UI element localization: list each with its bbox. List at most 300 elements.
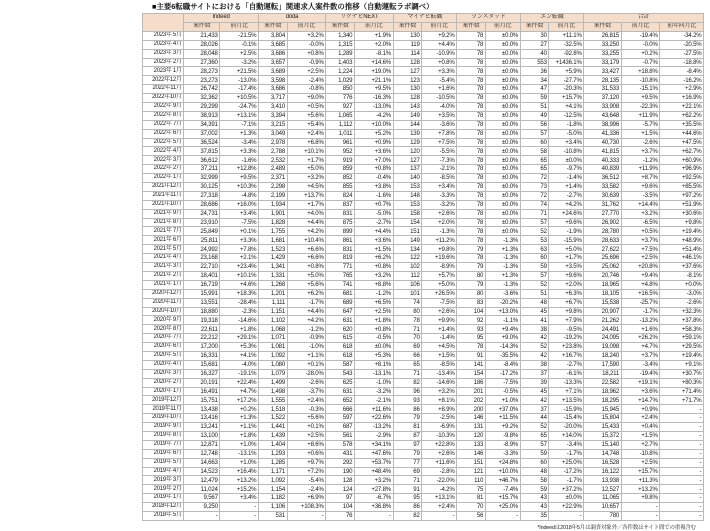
- table-row: [143, 396, 704, 405]
- table-cell: ±0.0%: [485, 58, 520, 67]
- table-cell: +10.1%: [287, 147, 326, 156]
- table-cell: +0.5%: [621, 227, 660, 236]
- table-cell: -16.2%: [660, 76, 704, 85]
- table-cell: 70: [393, 334, 422, 343]
- table-cell: +15.7%: [549, 94, 584, 103]
- table-cell: -: [660, 467, 704, 476]
- table-row: [143, 218, 704, 227]
- table-cell: 80: [457, 289, 486, 298]
- table-cell: 3,394: [258, 111, 287, 120]
- table-cell: +34.1%: [354, 440, 393, 449]
- table-cell: -: [287, 511, 326, 520]
- table-cell: +36.8%: [354, 503, 393, 512]
- table-cell: 16,331: [184, 351, 220, 360]
- table-row: [143, 405, 704, 414]
- table-cell: +2.5%: [354, 307, 393, 316]
- table-cell: 137: [393, 165, 422, 174]
- table-cell: 52: [520, 280, 549, 289]
- table-cell: 36: [520, 67, 549, 76]
- table-cell: 1,403: [326, 58, 355, 67]
- table-cell: +0.8%: [422, 58, 457, 67]
- table-cell: -17.2%: [549, 467, 584, 476]
- table-cell: +108.3%: [287, 503, 326, 512]
- table-cell: -: [660, 440, 704, 449]
- table-cell: 615: [326, 334, 355, 343]
- cell-month: 2020年11月: [143, 298, 184, 307]
- table-row: [143, 307, 704, 316]
- table-cell: -4.8%: [220, 191, 259, 200]
- table-cell: 97: [393, 440, 422, 449]
- table-cell: 28,686: [184, 200, 220, 209]
- table-cell: 36,512: [584, 174, 621, 183]
- table-cell: 201: [457, 387, 486, 396]
- table-cell: +1.1%: [287, 351, 326, 360]
- table-cell: 16,122: [584, 467, 621, 476]
- table-cell: 31,533: [584, 85, 621, 94]
- table-cell: 69: [393, 467, 422, 476]
- table-cell: 75: [457, 485, 486, 494]
- table-cell: -21.5%: [220, 31, 259, 40]
- table-cell: 65: [520, 431, 549, 440]
- table-cell: 33,250: [584, 40, 621, 49]
- table-cell: +9.2%: [422, 31, 457, 40]
- table-cell: 28,633: [584, 236, 621, 245]
- table-cell: +0.1%: [287, 423, 326, 432]
- table-cell: 1,011: [326, 129, 355, 138]
- table-cell: +0.2%: [220, 405, 259, 414]
- cell-month: 2019年 7月: [143, 440, 184, 449]
- table-cell: +7.9%: [549, 316, 584, 325]
- table-cell: 899: [326, 227, 355, 236]
- table-cell: 37,002: [184, 129, 220, 138]
- cell-month: 2020年 3月: [143, 369, 184, 378]
- table-cell: 28,780: [584, 227, 621, 236]
- table-cell: 3,657: [258, 58, 287, 67]
- cell-month: 2023年 2月: [143, 58, 184, 67]
- table-cell: 60: [520, 458, 549, 467]
- table-cell: -1.2%: [354, 289, 393, 298]
- table-cell: 97: [326, 494, 355, 503]
- cell-month: 2021年11月: [143, 191, 184, 200]
- table-cell: 18,295: [584, 396, 621, 405]
- table-cell: 127: [393, 156, 422, 165]
- table-cell: -2.6%: [287, 378, 326, 387]
- table-cell: 82: [393, 378, 422, 387]
- table-cell: +5.0%: [287, 165, 326, 174]
- table-row: [143, 467, 704, 476]
- table-cell: 72: [520, 174, 549, 183]
- table-cell: +44.6%: [660, 129, 704, 138]
- header-total-yoy: 前年同月比: [660, 23, 704, 32]
- table-cell: 36,612: [184, 156, 220, 165]
- table-cell: +5.6%: [287, 111, 326, 120]
- table-cell: 153: [393, 200, 422, 209]
- header-group-indeed: Indeed: [184, 14, 259, 23]
- table-cell: ±0.0%: [485, 76, 520, 85]
- table-cell: 12,527: [584, 485, 621, 494]
- table-row: [143, 449, 704, 458]
- table-cell: +8.8%: [354, 280, 393, 289]
- table-cell: +8.7%: [621, 174, 660, 183]
- table-cell: 83: [457, 298, 486, 307]
- table-cell: -2.1%: [422, 165, 457, 174]
- table-cell: -22.3%: [621, 103, 660, 112]
- header-mynavi-mom: 前月比: [422, 23, 457, 32]
- table-cell: -19.1%: [220, 369, 259, 378]
- table-cell: 9,567: [184, 494, 220, 503]
- table-cell: 78: [457, 156, 486, 165]
- table-cell: 18,240: [584, 351, 621, 360]
- table-cell: ±0.0%: [485, 227, 520, 236]
- table-cell: +9.8%: [660, 218, 704, 227]
- table-cell: +2.4%: [621, 414, 660, 423]
- table-cell: 17,590: [584, 360, 621, 369]
- table-row: [143, 387, 704, 396]
- table-cell: 1,315: [326, 40, 355, 49]
- table-cell: +0.7%: [354, 200, 393, 209]
- table-cell: +2.5%: [621, 254, 660, 263]
- table-row: [143, 209, 704, 218]
- table-cell: +16.0%: [220, 200, 259, 209]
- table-cell: +1.3%: [485, 271, 520, 280]
- table-cell: -2.3%: [220, 307, 259, 316]
- table-cell: 37: [520, 369, 549, 378]
- table-cell: +0.9%: [354, 138, 393, 147]
- table-cell: +1.8%: [354, 316, 393, 325]
- table-cell: 1,106: [258, 503, 287, 512]
- table-cell: +2.5%: [287, 67, 326, 76]
- table-cell: ±0.0%: [485, 200, 520, 209]
- table-cell: +0.8%: [354, 263, 393, 272]
- table-cell: 1,499: [258, 378, 287, 387]
- table-cell: 687: [326, 423, 355, 432]
- table-cell: 1,182: [258, 494, 287, 503]
- table-cell: 431: [326, 449, 355, 458]
- table-cell: 31,762: [584, 200, 621, 209]
- table-cell: 618: [326, 351, 355, 360]
- table-cell: +27.8%: [354, 485, 393, 494]
- table-cell: 81: [393, 423, 422, 432]
- table-cell: +16.5%: [621, 289, 660, 298]
- table-cell: 18,105: [584, 289, 621, 298]
- table-cell: +47.6%: [354, 449, 393, 458]
- table-cell: ±0.0%: [485, 183, 520, 192]
- table-cell: 1,522: [258, 414, 287, 423]
- table-cell: 15,538: [584, 298, 621, 307]
- table-cell: 77: [393, 458, 422, 467]
- header-group-randstad: ランスタッド: [457, 14, 521, 23]
- table-cell: 78: [457, 76, 486, 85]
- cell-month: 2022年 9月: [143, 103, 184, 112]
- table-cell: -8.5%: [422, 174, 457, 183]
- table-cell: +92.5%: [660, 174, 704, 183]
- cell-month: 2022年 3月: [143, 156, 184, 165]
- table-cell: 24,992: [184, 245, 220, 254]
- table-cell: -1.7%: [549, 476, 584, 485]
- table-row: [143, 334, 704, 343]
- table-cell: 531: [258, 511, 287, 520]
- table-cell: +10.4%: [287, 236, 326, 245]
- table-row: [143, 511, 704, 520]
- table-cell: 78: [457, 174, 486, 183]
- table-row: [143, 254, 704, 263]
- table-cell: 3,685: [258, 40, 287, 49]
- table-cell: 127: [393, 67, 422, 76]
- table-cell: -8.1%: [660, 271, 704, 280]
- table-cell: 1,429: [258, 254, 287, 263]
- table-cell: 837: [326, 200, 355, 209]
- table-cell: 1,080: [258, 360, 287, 369]
- table-cell: 689: [326, 298, 355, 307]
- table-cell: 13,438: [184, 405, 220, 414]
- table-row: [143, 369, 704, 378]
- table-cell: 41: [520, 316, 549, 325]
- table-cell: 819: [326, 254, 355, 263]
- table-cell: 741: [326, 280, 355, 289]
- table-row: [143, 138, 704, 147]
- table-cell: 15,991: [184, 289, 220, 298]
- table-cell: 1,331: [258, 271, 287, 280]
- cell-month: 2019年 5月: [143, 458, 184, 467]
- table-cell: -: [660, 431, 704, 440]
- table-cell: -3.2%: [220, 58, 259, 67]
- header-doda-mom: 前月比: [287, 23, 326, 32]
- table-cell: +6.5%: [354, 298, 393, 307]
- table-cell: -1.7%: [621, 307, 660, 316]
- table-cell: 122: [393, 254, 422, 263]
- table-cell: +1.0%: [485, 396, 520, 405]
- table-cell: -3.4%: [621, 360, 660, 369]
- table-cell: 29,299: [184, 103, 220, 112]
- table-cell: -7.3%: [422, 156, 457, 165]
- table-cell: ±0.0%: [485, 49, 520, 58]
- table-cell: 190: [326, 467, 355, 476]
- table-cell: 121: [457, 467, 486, 476]
- table-cell: -10.8%: [621, 449, 660, 458]
- table-row: [143, 458, 704, 467]
- table-cell: -3.3%: [485, 449, 520, 458]
- table-cell: +24.6%: [549, 209, 584, 218]
- table-cell: +13.1%: [220, 111, 259, 120]
- table-cell: 58: [520, 147, 549, 156]
- table-cell: +13.2%: [621, 485, 660, 494]
- table-cell: 86: [393, 405, 422, 414]
- table-cell: 112: [393, 271, 422, 280]
- table-cell: -: [660, 485, 704, 494]
- table-cell: +30.6%: [660, 209, 704, 218]
- table-cell: +8.1%: [354, 360, 393, 369]
- table-cell: 12,871: [184, 440, 220, 449]
- table-cell: +3.2%: [422, 387, 457, 396]
- table-cell: -27.5%: [660, 49, 704, 58]
- table-cell: +9.0%: [287, 94, 326, 103]
- table-cell: 28,135: [584, 76, 621, 85]
- table-cell: 37,120: [584, 94, 621, 103]
- cell-month: 2020年 7月: [143, 334, 184, 343]
- table-cell: ±0.0%: [485, 165, 520, 174]
- table-cell: 1,071: [258, 334, 287, 343]
- table-cell: 666: [326, 405, 355, 414]
- table-cell: -19.4%: [621, 369, 660, 378]
- table-cell: +5.0%: [422, 280, 457, 289]
- table-cell: -13.2%: [354, 423, 393, 432]
- table-cell: -: [660, 423, 704, 432]
- cell-month: 2020年 1月: [143, 387, 184, 396]
- table-cell: -19.4%: [621, 31, 660, 40]
- table-cell: 15,945: [584, 405, 621, 414]
- cell-month: 2022年 4月: [143, 147, 184, 156]
- table-cell: 18,965: [584, 280, 621, 289]
- table-cell: +4.2%: [549, 200, 584, 209]
- cell-month: 2019年 8月: [143, 431, 184, 440]
- table-cell: -4.0%: [422, 103, 457, 112]
- table-cell: 15,433: [584, 423, 621, 432]
- table-cell: 1,341: [258, 263, 287, 272]
- table-cell: 776: [326, 94, 355, 103]
- table-cell: 1,289: [326, 49, 355, 58]
- table-cell: +3.2%: [287, 174, 326, 183]
- table-cell: +7.2%: [287, 467, 326, 476]
- table-cell: 3,410: [258, 103, 287, 112]
- table-cell: +1.3%: [485, 245, 520, 254]
- table-cell: 620: [326, 325, 355, 334]
- page-title: ■主要6転職サイトにおける「自動運転」関連求人案件数の推移（自動運転ラボ調べ）: [152, 2, 434, 11]
- table-cell: +1.7%: [549, 254, 584, 263]
- table-cell: +10.0%: [354, 120, 393, 129]
- cell-month: 2021年 8月: [143, 218, 184, 227]
- table-cell: -3.4%: [220, 138, 259, 147]
- table-cell: +96.9%: [660, 165, 704, 174]
- table-cell: 824: [326, 191, 355, 200]
- table-cell: 37,815: [184, 147, 220, 156]
- table-row: [143, 440, 704, 449]
- table-cell: +4.4%: [422, 40, 457, 49]
- table-cell: 104: [326, 503, 355, 512]
- table-cell: 28,026: [184, 40, 220, 49]
- table-cell: +2.0%: [354, 40, 393, 49]
- table-cell: -: [354, 511, 393, 520]
- table-cell: 3,686: [258, 49, 287, 58]
- table-row: [143, 191, 704, 200]
- table-cell: -: [660, 414, 704, 423]
- table-cell: 3,598: [258, 76, 287, 85]
- table-cell: 1,151: [258, 307, 287, 316]
- table-cell: +17.2%: [220, 396, 259, 405]
- table-row: [143, 343, 704, 352]
- table-row: [143, 316, 704, 325]
- table-cell: 1,934: [258, 200, 287, 209]
- table-cell: 78: [457, 111, 486, 120]
- table-row: [143, 503, 704, 512]
- table-cell: 65: [520, 165, 549, 174]
- table-cell: 70: [457, 503, 486, 512]
- table-cell: 95: [393, 494, 422, 503]
- table-cell: 60: [520, 254, 549, 263]
- table-cell: -0.0%: [621, 40, 660, 49]
- cell-month: 2022年 6月: [143, 129, 184, 138]
- table-cell: +32.3%: [660, 307, 704, 316]
- table-cell: +1.4%: [549, 183, 584, 192]
- table-cell: 158: [393, 209, 422, 218]
- table-cell: 78: [457, 138, 486, 147]
- table-cell: ±0.0%: [485, 67, 520, 76]
- table-cell: 24,095: [584, 334, 621, 343]
- table-cell: 78: [457, 218, 486, 227]
- table-row: [143, 360, 704, 369]
- table-cell: -1.8%: [549, 120, 584, 129]
- table-cell: 35: [520, 511, 549, 520]
- table-cell: 11,065: [584, 494, 621, 503]
- table-cell: +11.6%: [422, 458, 457, 467]
- cell-month: 2018年12月: [143, 503, 184, 512]
- cell-month: 2023年 1月: [143, 67, 184, 76]
- header-group-doda: doda: [258, 14, 325, 23]
- cell-month: 2019年 9月: [143, 423, 184, 432]
- table-cell: 27: [520, 40, 549, 49]
- cell-month: 2023年 4月: [143, 40, 184, 49]
- cell-month: 2020年 8月: [143, 325, 184, 334]
- table-cell: +6.2%: [287, 289, 326, 298]
- table-cell: 14,663: [184, 458, 220, 467]
- table-cell: 681: [326, 289, 355, 298]
- cell-month: 2021年 4月: [143, 254, 184, 263]
- cell-month: 2020年 6月: [143, 343, 184, 352]
- table-cell: +19.4%: [660, 351, 704, 360]
- header-mynavi-count: 案件数: [393, 23, 422, 32]
- table-cell: 48: [520, 298, 549, 307]
- table-cell: 18,880: [184, 307, 220, 316]
- table-cell: +2.1%: [220, 254, 259, 263]
- table-row: [143, 351, 704, 360]
- table-cell: 1,555: [258, 396, 287, 405]
- table-cell: 78: [457, 147, 486, 156]
- table-cell: +1.0%: [220, 458, 259, 467]
- table-cell: 47: [520, 85, 549, 94]
- table-cell: 40,333: [584, 156, 621, 165]
- table-cell: +11.1%: [549, 31, 584, 40]
- table-cell: 119: [393, 40, 422, 49]
- table-row: [143, 298, 704, 307]
- table-cell: +22.8%: [422, 440, 457, 449]
- table-cell: 20,191: [184, 378, 220, 387]
- table-cell: +2.9%: [660, 85, 704, 94]
- table-cell: -28.0%: [287, 369, 326, 378]
- table-cell: -5.4%: [422, 76, 457, 85]
- table-cell: +0.1%: [287, 360, 326, 369]
- table-cell: +21.1%: [354, 76, 393, 85]
- table-cell: +1.9%: [354, 31, 393, 40]
- table-cell: 852: [326, 174, 355, 183]
- table-cell: 21,262: [584, 316, 621, 325]
- table-cell: -6.1%: [549, 369, 584, 378]
- table-cell: 131: [457, 423, 486, 432]
- table-cell: ±0.0%: [485, 218, 520, 227]
- table-cell: +9.1%: [660, 360, 704, 369]
- table-cell: -2.9%: [354, 431, 393, 440]
- table-cell: 1,154: [258, 485, 287, 494]
- table-cell: +4.5%: [422, 343, 457, 352]
- cell-month: 2021年10月: [143, 200, 184, 209]
- table-cell: 875: [326, 218, 355, 227]
- table-cell: +11.3%: [621, 476, 660, 485]
- table-cell: -10.5%: [422, 94, 457, 103]
- table-cell: 16,528: [584, 458, 621, 467]
- table-cell: +0.8%: [354, 165, 393, 174]
- table-cell: 3,049: [258, 129, 287, 138]
- table-cell: +15.2%: [220, 485, 259, 494]
- header-rikunabi-count: 案件数: [326, 23, 355, 32]
- table-cell: -3.4%: [549, 440, 584, 449]
